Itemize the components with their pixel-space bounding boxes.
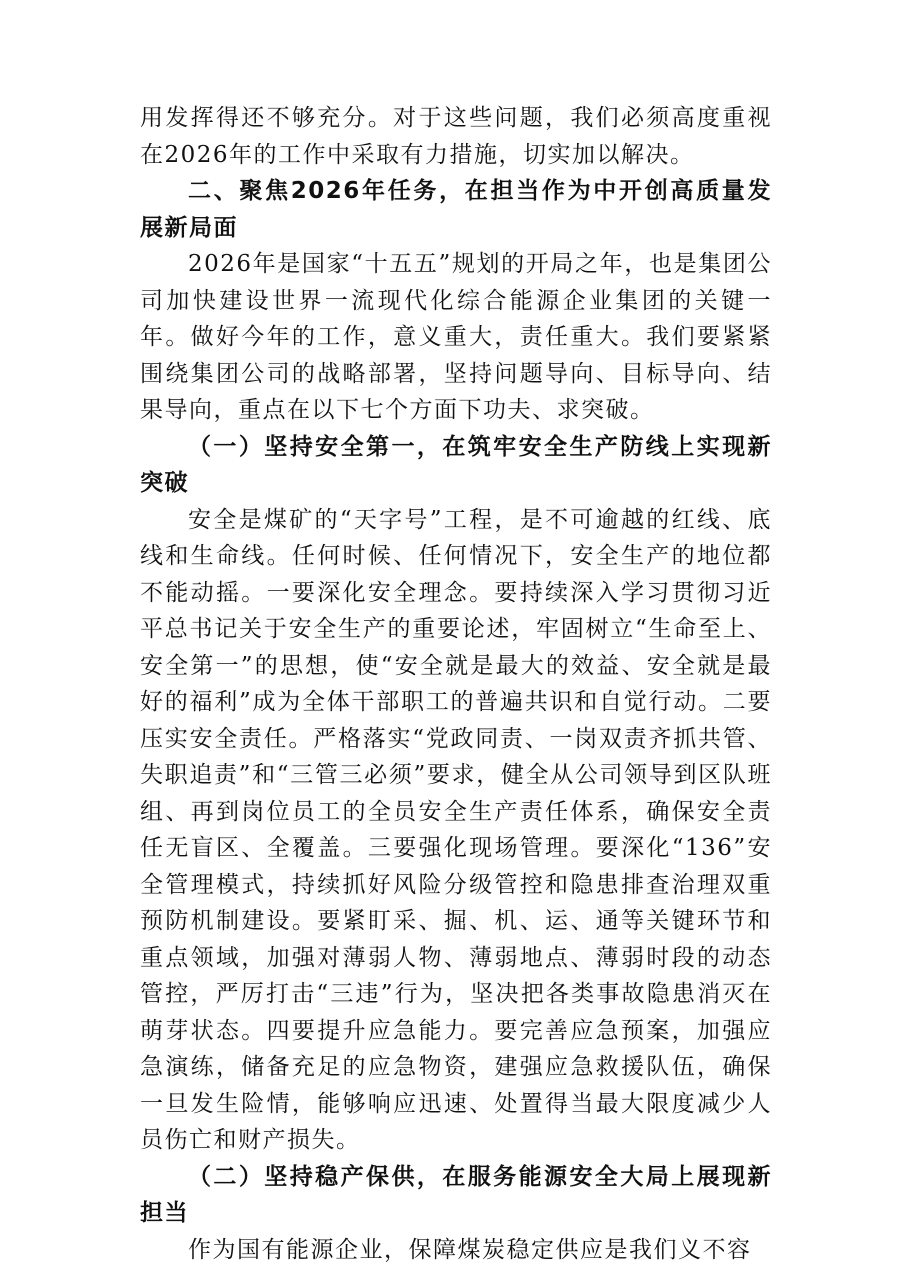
body-paragraph: 安全是煤矿的“天字号”工程，是不可逾越的红线、底线和生命线。任何时候、任何情况下，安全生产的地位都不能动摇。一要深化安全理念。要持续深入学习贯彻习近平总书记关于安全生产的重要论述，牢固树立“生命至上、安全第一”的思想，使“安全就是最大的效益、安全就是最好的福利”成为全体干部职工的普遍共识和自觉行动。二要压实安全责任。严格落实“党政同责、一岗双责齐抓共管、失职追责”和“三管三必须”要求，健全从公司领导到区队班组、再到岗位员工的全员安全生产责任体系，确保安全责任无盲区、全覆盖。三要强化现场管理。要深化“136”安全管理模式，持续抓好风险分级管控和隐患排查治理双重预防机制建设。要紧盯采、掘、机、运、通等关键环节和重点领域，加强对薄弱人物、薄弱地点、薄弱时段的动态管控，严厉打击“三违”行为，坚决把各类事故隐患消灭在萌芽状态。四要提升应急能力。要完善应急预案，加强应急演练，储备充足的应急物资，建强应急救援队伍，确保一旦发生险情，能够响应迅速、处置得当最大限度减少人员伤亡和财产损失。	[140, 506, 772, 1153]
body-paragraph: 2026年是国家“十五五”规划的开局之年，也是集团公司加快建设世界一流现代化综合能源企业集团的关键一年。做好今年的工作，意义重大，责任重大。我们要紧紧围绕集团公司的战略部署，坚持问题导向、目标导向、结果导向，重点在以下七个方面下功夫、求突破。	[140, 251, 772, 423]
section-heading-2: 二、聚焦2026年任务，在担当作为中开创高质量发展新局面	[140, 178, 772, 241]
body-paragraph-continued: 用发挥得还不够充分。对于这些问题，我们必须高度重视在2026年的工作中采取有力措施，切实加以解决。	[140, 105, 772, 168]
subsection-heading-1: （一）坚持安全第一，在筑牢安全生产防线上实现新突破	[140, 433, 772, 496]
document-page	[140, 100, 772, 1268]
subsection-heading-2: （二）坚持稳产保供，在服务能源安全大局上展现新担当	[140, 1163, 772, 1226]
body-paragraph: 作为国有能源企业，保障煤炭稳定供应是我们义不容	[188, 1236, 752, 1263]
